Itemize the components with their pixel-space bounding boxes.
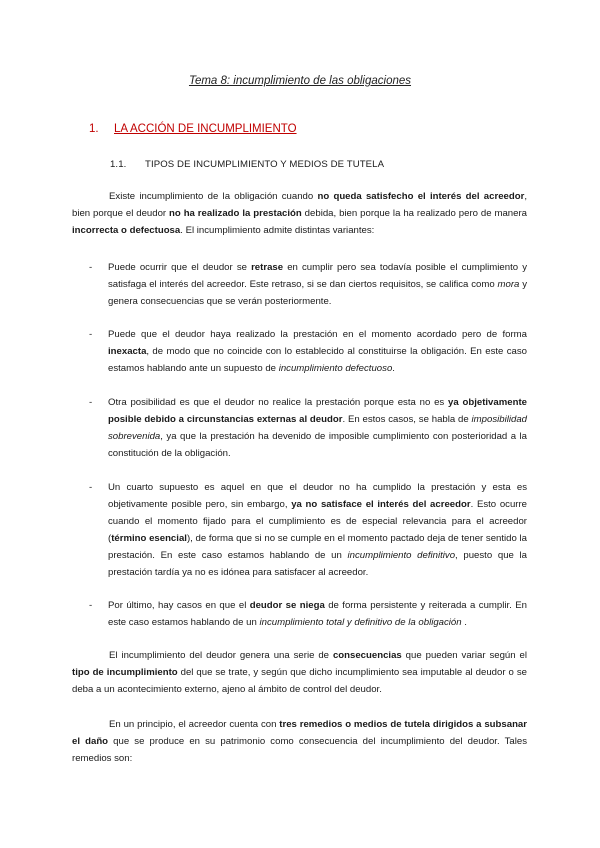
subsection-heading-1-1 [110, 159, 384, 170]
text: de forma persistente y reiterada a cumplir. En este caso estamos hablando de un [108, 600, 527, 628]
bullet-item-retraso [108, 259, 527, 310]
text: Existe incumplimiento de la obligación cuando [109, 191, 318, 202]
italic-text: incumplimiento total y definitivo de la obligación [259, 617, 462, 628]
text: que se produce en su patrimonio como consecuencia del incumplimiento del deudor. Tales remedios son: [72, 736, 527, 764]
bold-text: término esencial [111, 533, 187, 544]
bold-text: ya objetivamente posible debido a circunstancias externas al deudor [108, 397, 527, 425]
text: y genera consecuencias que se verán posteriormente. [108, 279, 527, 307]
bullet-item-imposibilidad [108, 394, 527, 462]
text: , puesto que la prestación tardía ya no es idónea para satisfacer al acreedor. [108, 550, 528, 578]
subsection-label: TIPOS DE INCUMPLIMIENTO Y MEDIOS DE TUTELA [145, 159, 385, 170]
text: . [392, 363, 395, 374]
bold-text: inexacta [108, 346, 147, 357]
paragraph-consecuencias [72, 647, 527, 698]
bold-text: retrase [251, 262, 284, 273]
paragraph-remedios [72, 716, 527, 767]
text: , de modo que no coincide con lo establecido al constituirse la obligación. En este caso estamos hablando ante un supuesto de [108, 346, 527, 374]
italic-text: imposibilidad sobrevenida [108, 414, 527, 442]
bold-text: deudor se niega [249, 600, 325, 611]
text: Otra posibilidad es que el deudor no realice la prestación porque esta no es [108, 397, 449, 408]
text: Puede que el deudor haya realizado la prestación en el momento acordado pero de forma [108, 329, 527, 340]
bold-text: incorrecta o defectuosa [72, 225, 181, 236]
italic-text: incumplimiento defectuoso [278, 363, 393, 374]
text: , ya que la prestación ha devenido de imposible cumplimiento con posterioridad a la constitución de la obligación. [108, 431, 527, 459]
bold-text: ya no satisface el interés del acreedor [291, 499, 471, 510]
bold-text: consecuencias [332, 650, 402, 661]
text: Puede ocurrir que el deudor se [108, 262, 252, 273]
text: Un cuarto supuesto es aquel en que el deudor no ha cumplido la prestación y esta es objetivamente posible pero, sin embargo, [108, 482, 527, 510]
bullet-dash: - [89, 262, 93, 273]
text: del que se trate, y según que dicho incumplimiento sea imputable al deudor o se deba a un acontecimiento externo, ajeno al ámbito de control del deudor. [72, 667, 527, 695]
text: . [461, 617, 467, 628]
text: . Esto ocurre cuando el momento fijado para el cumplimiento es de especial relevancia para el acreedor ( [108, 499, 528, 544]
bold-text: tres remedios o medios de tutela dirigidos a subsanar el daño [72, 719, 528, 747]
text: , bien porque el deudor [72, 191, 527, 219]
bullet-dash: - [89, 397, 93, 408]
text: El incumplimiento del deudor genera una serie de [109, 650, 333, 661]
bullet-item-definitivo [108, 479, 527, 581]
section-heading-1 [89, 123, 297, 135]
italic-text: incumplimiento definitivo [347, 550, 456, 561]
text: que pueden variar según el [401, 650, 527, 661]
text: debida, bien porque la ha realizado pero de manera [301, 208, 528, 219]
bullet-item-defectuoso [108, 326, 527, 377]
bullet-dash: - [89, 600, 93, 611]
text: ), de forma que si no se cumple en el momento pactado deja de tener sentido la prestación. En este caso estamos hablando de un [108, 533, 528, 561]
section-number: 1. [89, 123, 99, 135]
bold-text: tipo de incumplimiento [72, 667, 178, 678]
text: En un principio, el acreedor cuenta con [109, 719, 280, 730]
bullet-item-negativa [108, 597, 527, 631]
italic-text: mora [497, 279, 520, 290]
document-title: Tema 8: incumplimiento de las obligaciones [188, 75, 412, 87]
bold-text: no ha realizado la prestación [169, 208, 302, 219]
bullet-dash: - [89, 482, 93, 493]
section-label: LA ACCIÓN DE INCUMPLIMIENTO [114, 123, 297, 135]
text: . En estos casos, se habla de [342, 414, 472, 425]
text: . El incumplimiento admite distintas variantes: [180, 225, 375, 236]
bold-text: no queda satisfecho el interés del acreedor [317, 191, 525, 202]
text: en cumplir pero sea todavía posible el cumplimiento y satisfaga el interés del acreedor. Este retraso, si se dan ciertos requisitos, se califica como [108, 262, 527, 290]
subsection-number: 1.1. [110, 159, 127, 170]
paragraph-intro [72, 188, 527, 239]
text: Por último, hay casos en que el [108, 600, 250, 611]
bullet-dash: - [89, 329, 93, 340]
